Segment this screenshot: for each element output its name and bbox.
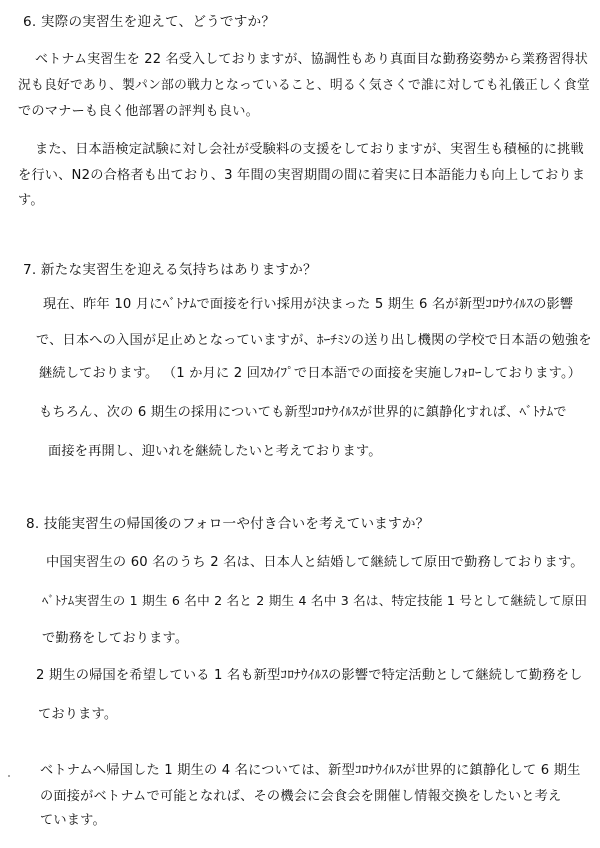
section-7-line4: もちろん、次の 6 期生の採用についても新型ｺﾛﾅｳｲﾙｽが世界的に鎮静化すれば、ﾍﾞﾄﾅﾑで	[39, 405, 567, 420]
section-6-p1-line1: ベトナム実習生を 22 名受入しておりますが、協調性もあり真面目な勤務姿勢から業務習得状	[35, 52, 588, 67]
section-8-line1: 中国実習生の 60 名のうち 2 名は、日本人と結婚して継続して原田で勤務しております。	[46, 555, 584, 570]
section-8-line7: の面接がベトナムで可能となれば、その機会に会食会を開催し情報交換をしたいと考え	[40, 789, 562, 804]
section-7-line3: 継続しております。 （1 か月に 2 回ｽｶｲﾌﾟで日本語での面接を実施しﾌｫﾛｰしております。）	[39, 366, 582, 381]
section-6-p1-line3: でのマナーも良く他部署の評判も良い。	[18, 104, 259, 119]
section-8-line5: ております。	[38, 707, 118, 722]
scan-speck	[8, 775, 10, 777]
section-8-line4: 2 期生の帰国を希望している 1 名も新型ｺﾛﾅｳｲﾙｽの影響で特定活動として継続して勤務をし	[36, 668, 583, 683]
section-8-line3: で勤務をしております。	[42, 631, 189, 646]
section-6-p2-line3: す。	[18, 193, 44, 208]
section-7-heading: 7. 新たな実習生を迎える気持ちはありますか？	[23, 262, 317, 278]
section-8-line2: ﾍﾞﾄﾅﾑ実習生の 1 期生 6 名中 2 名と 2 期生 4 名中 3 名は、特定技能 1 号として継続して原田	[42, 593, 588, 608]
section-8-heading: 8. 技能実習生の帰国後のフォロ一や付き合いを考えていますか？	[26, 516, 430, 532]
section-7-line2: で、日本への入国が足止めとなっていますが、ﾎｰﾁﾐﾝの送り出し機関の学校で日本語の勉強を	[36, 333, 592, 348]
section-6-p1-line2: 況も良好であり、製パン部の戦力となっていること、明るく気さくで誰に対しても礼儀正しく食堂	[18, 78, 590, 93]
section-7-line5: 面接を再開し、迎いれを継続したいと考えております。	[48, 444, 382, 459]
section-8-line6: ベトナムへ帰国した 1 期生の 4 名については、新型ｺﾛﾅｳｲﾙｽが世界的に鎮静化して 6 期生	[40, 763, 581, 778]
section-7-line1: 現在、昨年 10 月にﾍﾞﾄﾅﾑで面接を行い採用が決まった 5 期生 6 名が新型ｺﾛﾅｳｲﾙｽの影響	[43, 297, 574, 312]
section-8-line8: ています。	[40, 813, 106, 828]
section-6-p2-line1: また、日本語検定試験に対し会社が受験料の支援をしておりますが、実習生も積極的に挑戦	[35, 142, 584, 157]
section-6-p2-line2: を行い、N2の合格者も出ており、3 年間の実習期間の間に着実に日本語能力も向上しておりま	[18, 168, 586, 183]
section-6-heading: 6. 実際の実習生を迎えて、どうですか？	[23, 14, 276, 30]
